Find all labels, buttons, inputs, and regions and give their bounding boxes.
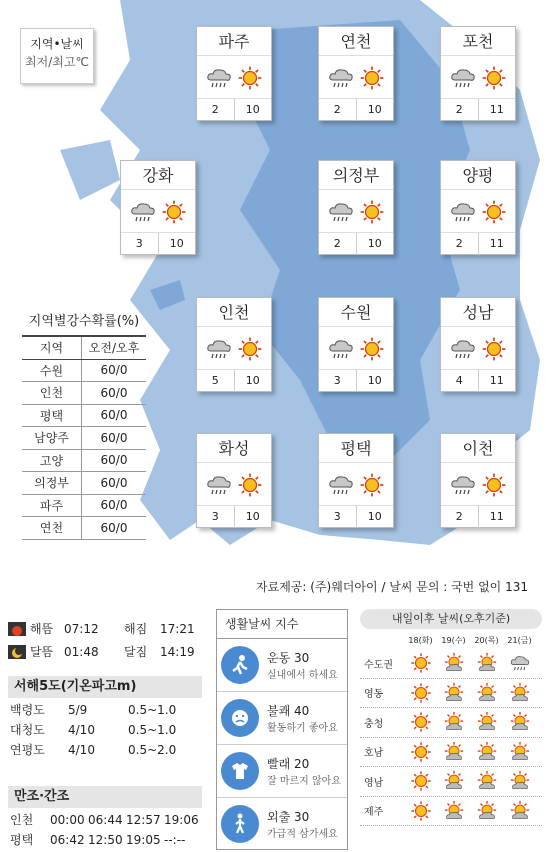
tide-time: 19:05 bbox=[126, 833, 161, 847]
sunset-label: 해짐 bbox=[124, 622, 148, 636]
header-region: 지역 bbox=[22, 336, 82, 359]
region-name: 영동 bbox=[364, 689, 384, 701]
high-temp: 10 bbox=[367, 237, 382, 250]
sun-cloud-icon bbox=[470, 770, 503, 792]
low-temp: 2 bbox=[197, 99, 235, 121]
sun-icon bbox=[481, 199, 507, 229]
city-card bbox=[196, 297, 272, 392]
forecast-row bbox=[360, 649, 542, 679]
wave-value: 0.5~1.0 bbox=[128, 703, 177, 717]
sun-icon bbox=[237, 336, 263, 366]
high-temp: 10 bbox=[245, 103, 260, 116]
sun-icon bbox=[161, 199, 187, 229]
life-item-desc: 잘 마르지 않아요 bbox=[267, 776, 341, 787]
high-temp: 10 bbox=[169, 237, 184, 250]
life-weather-index bbox=[216, 609, 348, 850]
sun-icon bbox=[237, 472, 263, 502]
seas-table bbox=[10, 700, 176, 760]
sun-cloud-icon bbox=[470, 741, 503, 763]
tide-time: 06:44 bbox=[88, 813, 123, 827]
city-name: 포천 bbox=[441, 27, 515, 56]
city-card bbox=[318, 160, 394, 255]
life-item-outing bbox=[217, 798, 347, 850]
city-card bbox=[318, 297, 394, 392]
sun-cloud-icon bbox=[470, 800, 503, 822]
life-item-name: 빨래 20 bbox=[267, 757, 310, 771]
sun-icon bbox=[237, 65, 263, 95]
sun-cloud-icon bbox=[437, 800, 470, 822]
table-row bbox=[10, 740, 176, 760]
value-cell: 60/0 bbox=[82, 472, 146, 495]
life-item-desc: 활동하기 좋아요 bbox=[267, 723, 338, 734]
sun-cloud-icon bbox=[437, 741, 470, 763]
sun-cloud-icon bbox=[470, 652, 503, 674]
sun-moon-times bbox=[8, 617, 195, 663]
city-card bbox=[440, 433, 516, 528]
region-name: 영남 bbox=[364, 777, 384, 789]
day-label: 20(목) bbox=[474, 636, 499, 645]
sun-icon bbox=[481, 472, 507, 502]
sun-icon bbox=[359, 336, 385, 366]
life-item-name: 운동 30 bbox=[267, 651, 310, 665]
region-name: 호남 bbox=[364, 748, 384, 760]
sunrise-icon bbox=[8, 622, 26, 636]
rain-cloud-icon bbox=[449, 64, 477, 96]
life-index-title: 생활날씨 지수 bbox=[217, 610, 347, 639]
sun-icon bbox=[404, 741, 437, 763]
rain-cloud-icon bbox=[327, 471, 355, 503]
region-name: 제주 bbox=[364, 807, 384, 819]
table-row bbox=[22, 404, 146, 427]
outing-icon bbox=[221, 805, 259, 843]
temp-value: 4/10 bbox=[68, 723, 95, 737]
wave-value: 0.5~2.0 bbox=[128, 743, 177, 757]
wave-value: 0.5~1.0 bbox=[128, 723, 177, 737]
sunset-time: 17:21 bbox=[160, 621, 195, 636]
rain-cloud-icon bbox=[449, 335, 477, 367]
high-temp: 11 bbox=[489, 510, 504, 523]
tide-section-title: 만조·간조 bbox=[8, 786, 202, 808]
sun-cloud-icon bbox=[503, 711, 536, 733]
sun-cloud-icon bbox=[437, 770, 470, 792]
sun-row bbox=[8, 617, 195, 640]
table-row bbox=[22, 382, 146, 405]
low-temp: 2 bbox=[319, 99, 357, 121]
laundry-icon bbox=[221, 752, 259, 790]
tide-time: --:-- bbox=[164, 833, 186, 847]
city-name: 수원 bbox=[319, 298, 393, 327]
rain-probability-title: 지역별강수확률(%) bbox=[28, 314, 140, 329]
region-cell: 평택 bbox=[22, 404, 82, 427]
high-temp: 11 bbox=[489, 237, 504, 250]
region-name: 수도권 bbox=[364, 659, 393, 671]
life-item-name: 불쾌 40 bbox=[267, 704, 310, 718]
region-cell: 파주 bbox=[22, 494, 82, 517]
city-card bbox=[440, 297, 516, 392]
temp-value: 5/9 bbox=[68, 703, 88, 717]
city-card bbox=[318, 433, 394, 528]
rain-probability-table bbox=[22, 310, 146, 540]
region-cell: 인천 bbox=[22, 382, 82, 405]
rain-cloud-icon bbox=[129, 198, 157, 230]
sun-icon bbox=[481, 336, 507, 366]
city-name: 연천 bbox=[319, 27, 393, 56]
sun-cloud-icon bbox=[503, 741, 536, 763]
sun-cloud-icon bbox=[470, 682, 503, 704]
sun-icon bbox=[481, 65, 507, 95]
city-name: 양평 bbox=[441, 161, 515, 190]
sun-icon bbox=[359, 65, 385, 95]
value-cell: 60/0 bbox=[82, 404, 146, 427]
region-name: 충청 bbox=[364, 718, 384, 730]
tide-time: 12:57 bbox=[126, 813, 161, 827]
table-row bbox=[10, 830, 202, 850]
region-cell: 의정부 bbox=[22, 472, 82, 495]
region-cell: 수원 bbox=[22, 359, 82, 382]
island-name: 연평도 bbox=[10, 743, 45, 757]
low-temp: 3 bbox=[197, 506, 235, 528]
forecast-row bbox=[360, 708, 542, 738]
rain-cloud-icon bbox=[205, 64, 233, 96]
rain-cloud-icon bbox=[449, 471, 477, 503]
sunrise-label: 해뜸 bbox=[30, 622, 54, 636]
day-label: 21(금) bbox=[507, 636, 532, 645]
city-name: 인천 bbox=[197, 298, 271, 327]
value-cell: 60/0 bbox=[82, 517, 146, 540]
moonrise-icon bbox=[8, 645, 26, 659]
sun-icon bbox=[404, 682, 437, 704]
high-temp: 10 bbox=[245, 374, 260, 387]
low-temp: 3 bbox=[121, 233, 159, 255]
moonset-label: 달짐 bbox=[124, 645, 148, 659]
tide-time: 06:42 bbox=[50, 833, 85, 847]
high-temp: 10 bbox=[367, 510, 382, 523]
seas-section-title: 서해5도(기온파고m) bbox=[8, 676, 202, 698]
legend-line1: 지역•날씨 bbox=[30, 37, 84, 51]
moon-row bbox=[8, 640, 195, 663]
sun-icon bbox=[404, 770, 437, 792]
city-name: 파주 bbox=[197, 27, 271, 56]
moonset-time: 14:19 bbox=[160, 644, 195, 659]
value-cell: 60/0 bbox=[82, 494, 146, 517]
legend-line2: 최저/최고℃ bbox=[25, 55, 89, 69]
region-cell: 고양 bbox=[22, 449, 82, 472]
island-name: 대청도 bbox=[10, 723, 45, 737]
sun-cloud-icon bbox=[470, 711, 503, 733]
life-item-discomfort bbox=[217, 692, 347, 745]
table-row bbox=[22, 359, 146, 382]
life-item-desc: 실내에서 하세요 bbox=[267, 670, 338, 681]
island-name: 백령도 bbox=[10, 703, 45, 717]
rain-cloud-icon bbox=[205, 335, 233, 367]
city-name: 성남 bbox=[441, 298, 515, 327]
region-cell: 연천 bbox=[22, 517, 82, 540]
city-card bbox=[120, 160, 196, 255]
low-temp: 3 bbox=[319, 506, 357, 528]
city-name: 평택 bbox=[319, 434, 393, 463]
forecast-row bbox=[360, 767, 542, 797]
table-row bbox=[22, 494, 146, 517]
tide-table bbox=[10, 810, 202, 850]
sun-cloud-icon bbox=[503, 770, 536, 792]
temp-value: 4/10 bbox=[68, 743, 95, 757]
city-card bbox=[196, 26, 272, 121]
value-cell: 60/0 bbox=[82, 449, 146, 472]
day-label: 18(화) bbox=[408, 636, 433, 645]
forecast-row bbox=[360, 738, 542, 768]
exercise-icon bbox=[221, 646, 259, 684]
data-source-credit: 자료제공: (주)웨더아이 / 날씨 문의 : 국번 없이 131 bbox=[256, 580, 528, 594]
sun-cloud-icon bbox=[437, 652, 470, 674]
header-am-pm: 오전/오후 bbox=[82, 336, 146, 359]
low-temp: 5 bbox=[197, 370, 235, 392]
high-temp: 11 bbox=[489, 103, 504, 116]
table-row bbox=[22, 427, 146, 450]
tomorrow-title: 내일이후 날씨(오후기준) bbox=[360, 609, 542, 629]
moonrise-time: 01:48 bbox=[64, 644, 99, 659]
city-name: 의정부 bbox=[319, 161, 393, 190]
tide-time: 00:00 bbox=[50, 813, 85, 827]
low-temp: 2 bbox=[441, 99, 479, 121]
city-card bbox=[440, 160, 516, 255]
table-row bbox=[22, 449, 146, 472]
day-header-row bbox=[360, 635, 542, 649]
moonrise-label: 달뜸 bbox=[30, 645, 54, 659]
low-temp: 2 bbox=[319, 233, 357, 255]
port-name: 평택 bbox=[10, 833, 34, 847]
table-row bbox=[10, 720, 176, 740]
tomorrow-forecast bbox=[360, 609, 542, 826]
city-name: 이천 bbox=[441, 434, 515, 463]
region-cell: 남양주 bbox=[22, 427, 82, 450]
table-row bbox=[22, 517, 146, 540]
tide-time: 19:06 bbox=[164, 813, 199, 827]
rain-cloud-icon bbox=[327, 335, 355, 367]
rain-cloud-icon bbox=[503, 652, 536, 674]
life-item-name: 외출 30 bbox=[267, 810, 310, 824]
sun-icon bbox=[404, 652, 437, 674]
life-item-desc: 가급적 삼가세요 bbox=[267, 829, 338, 840]
value-cell: 60/0 bbox=[82, 427, 146, 450]
rain-cloud-icon bbox=[449, 198, 477, 230]
low-temp: 2 bbox=[441, 506, 479, 528]
low-temp: 2 bbox=[441, 233, 479, 255]
sun-icon bbox=[359, 199, 385, 229]
rain-cloud-icon bbox=[205, 471, 233, 503]
life-item-exercise bbox=[217, 639, 347, 692]
forecast-row bbox=[360, 679, 542, 709]
low-temp: 3 bbox=[319, 370, 357, 392]
rain-cloud-icon bbox=[327, 64, 355, 96]
table-row bbox=[10, 700, 176, 720]
sun-cloud-icon bbox=[503, 682, 536, 704]
city-card bbox=[318, 26, 394, 121]
sun-icon bbox=[404, 800, 437, 822]
forecast-row bbox=[360, 797, 542, 827]
value-cell: 60/0 bbox=[82, 359, 146, 382]
high-temp: 10 bbox=[367, 103, 382, 116]
table-row bbox=[22, 472, 146, 495]
life-item-laundry bbox=[217, 745, 347, 798]
tide-time: 12:50 bbox=[88, 833, 123, 847]
city-name: 강화 bbox=[121, 161, 195, 190]
city-card bbox=[440, 26, 516, 121]
city-card bbox=[196, 433, 272, 528]
day-label: 19(수) bbox=[441, 636, 466, 645]
map-legend bbox=[20, 28, 94, 84]
high-temp: 10 bbox=[367, 374, 382, 387]
sunrise-time: 07:12 bbox=[64, 621, 99, 636]
table-row bbox=[10, 810, 202, 830]
sun-cloud-icon bbox=[437, 711, 470, 733]
city-name: 화성 bbox=[197, 434, 271, 463]
sun-icon bbox=[404, 711, 437, 733]
port-name: 인천 bbox=[10, 813, 34, 827]
sun-cloud-icon bbox=[437, 682, 470, 704]
discomfort-icon bbox=[221, 699, 259, 737]
high-temp: 10 bbox=[245, 510, 260, 523]
high-temp: 11 bbox=[489, 374, 504, 387]
value-cell: 60/0 bbox=[82, 382, 146, 405]
low-temp: 4 bbox=[441, 370, 479, 392]
rain-cloud-icon bbox=[327, 198, 355, 230]
sun-cloud-icon bbox=[503, 800, 536, 822]
sun-icon bbox=[359, 472, 385, 502]
